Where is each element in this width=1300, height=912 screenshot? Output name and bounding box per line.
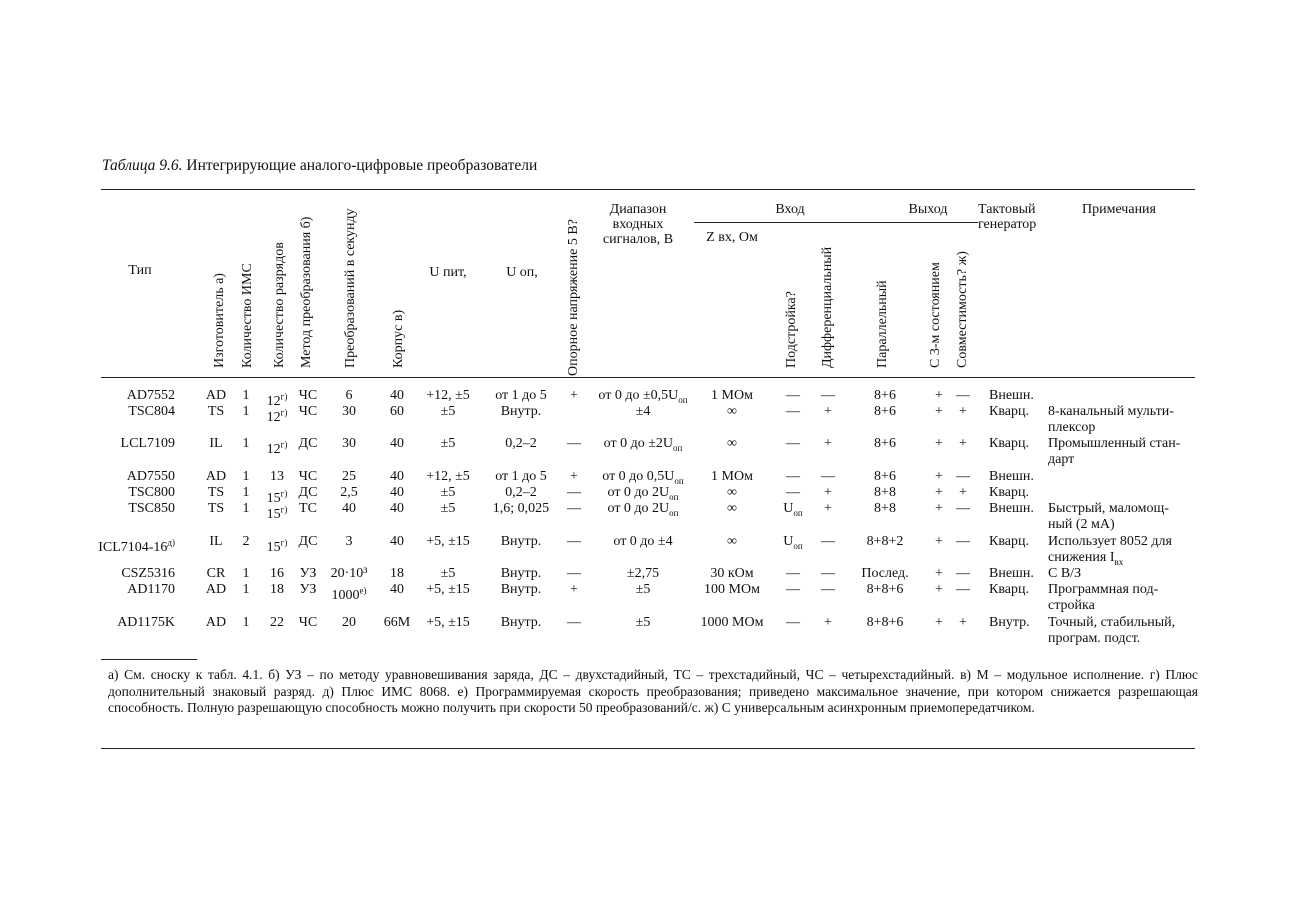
- cell-tri: +: [935, 485, 943, 500]
- cell-tune: $U_{оп}$: [783, 501, 803, 518]
- cell-range: ±5: [635, 615, 651, 630]
- cell-method: ДС: [298, 534, 318, 549]
- cell-upit: ±5: [440, 404, 456, 419]
- cell-zin: ∞: [727, 534, 737, 549]
- cell-uop: от 1 до 5: [495, 388, 547, 403]
- cell-comp: —: [956, 501, 970, 516]
- cell-par: 8+6: [874, 388, 896, 403]
- header-package: Корпус в): [391, 309, 406, 368]
- cell-tri: +: [935, 388, 943, 403]
- cell-method: УЗ: [299, 582, 317, 597]
- cell-n: 1: [242, 582, 250, 597]
- cell-upit: ±5: [440, 566, 456, 581]
- cell-mfr: TS: [207, 404, 225, 419]
- cell-clock: Внешн.: [989, 501, 1034, 516]
- cell-tri: +: [935, 404, 943, 419]
- header-zin: Z вх, Ом: [706, 230, 758, 245]
- cell-zin: 30 кОм: [710, 566, 754, 581]
- cell-clock: Внешн.: [989, 469, 1034, 484]
- cell-bits: $12^{г)}$: [266, 439, 288, 457]
- cell-range: ±5: [635, 582, 651, 597]
- cell-uop: Внутр.: [500, 534, 542, 549]
- cell-type: LCL7109: [120, 436, 175, 451]
- cell-uop: Внутр.: [500, 582, 542, 597]
- cell-diff: +: [824, 404, 832, 419]
- cell-bits: 18: [270, 582, 284, 597]
- header-uop: U оп,: [506, 265, 538, 280]
- cell-rate: 2,5: [340, 485, 358, 500]
- header-output-group: Выход: [908, 202, 948, 217]
- group-rule: [694, 222, 978, 223]
- cell-pkg: 40: [390, 501, 404, 516]
- cell-par: 8+8+6: [866, 582, 904, 597]
- cell-mfr: TS: [207, 501, 225, 516]
- cell-bits: 16: [270, 566, 284, 581]
- cell-zin: 1 МОм: [711, 469, 753, 484]
- cell-rate: 3: [345, 534, 353, 549]
- cell-n: 1: [242, 615, 250, 630]
- header-clock: Тактовый генератор: [978, 202, 1037, 232]
- cell-note: 8-канальный мульти- плексор: [1048, 404, 1174, 435]
- header-type: Тип: [128, 263, 152, 278]
- cell-diff: +: [824, 615, 832, 630]
- cell-mfr: AD: [205, 582, 227, 597]
- cell-ref: —: [567, 615, 581, 630]
- cell-note: С В/З: [1048, 566, 1082, 581]
- header-tune: Подстройка?: [784, 291, 799, 368]
- cell-bits: $15^{г)}$: [266, 504, 288, 522]
- cell-bits: $15^{г)}$: [266, 537, 288, 555]
- cell-pkg: 66M: [383, 615, 411, 630]
- cell-n: 1: [242, 485, 250, 500]
- cell-method: ТС: [299, 501, 317, 516]
- cell-ref: +: [570, 388, 578, 403]
- header-parallel: Параллельный: [875, 280, 890, 368]
- header-bits: Количество разрядов: [272, 242, 287, 368]
- cell-tri: +: [935, 501, 943, 516]
- cell-uop: 0,2–2: [505, 436, 537, 451]
- header-notes: Примечания: [1081, 202, 1156, 217]
- cell-bits: 22: [270, 615, 284, 630]
- cell-diff: +: [824, 485, 832, 500]
- cell-rate: 20: [342, 615, 356, 630]
- cell-zin: 1 МОм: [711, 388, 753, 403]
- header-rate: Преобразований в секунду: [343, 208, 358, 368]
- cell-par: 8+8: [874, 485, 896, 500]
- cell-comp: +: [959, 615, 967, 630]
- cell-method: ЧС: [298, 615, 318, 630]
- cell-type: CSZ5316: [121, 566, 175, 581]
- cell-par: 8+6: [874, 404, 896, 419]
- cell-comp: —: [956, 566, 970, 581]
- cell-ref: +: [570, 582, 578, 597]
- cell-rate: 40: [342, 501, 356, 516]
- cell-par: 8+8: [874, 501, 896, 516]
- cell-method: УЗ: [299, 566, 317, 581]
- cell-type: $ICL7104-16^{д)}$: [98, 537, 175, 555]
- cell-upit: ±5: [440, 485, 456, 500]
- cell-tune: —: [786, 469, 800, 484]
- header-ref5v: Опорное напряжение 5 В?: [566, 219, 581, 376]
- cell-clock: Кварц.: [989, 485, 1029, 500]
- header-manufacturer: Изготовитель а): [212, 273, 227, 368]
- cell-zin: 100 МОм: [704, 582, 760, 597]
- cell-note: Быстрый, маломощ- ный (2 мА): [1048, 501, 1169, 532]
- cell-tune: —: [786, 582, 800, 597]
- header-tristate: С 3-м состоянием: [928, 262, 943, 368]
- cell-ref: —: [567, 501, 581, 516]
- cell-method: ДС: [298, 436, 318, 451]
- cell-tri: +: [935, 566, 943, 581]
- cell-upit: +5, ±15: [426, 582, 470, 597]
- cell-ref: —: [567, 534, 581, 549]
- cell-zin: ∞: [727, 501, 737, 516]
- cell-comp: —: [956, 582, 970, 597]
- cell-pkg: 18: [390, 566, 404, 581]
- cell-zin: ∞: [727, 485, 737, 500]
- cell-rate: 25: [342, 469, 356, 484]
- cell-uop: Внутр.: [500, 615, 542, 630]
- cell-upit: +12, ±5: [426, 469, 470, 484]
- cell-method: ЧС: [298, 404, 318, 419]
- cell-ref: +: [570, 469, 578, 484]
- header-input-group: Вход: [775, 202, 805, 217]
- cell-rate: 6: [345, 388, 353, 403]
- cell-range: от 0 до $\pm 0,5U_{оп}$: [598, 388, 688, 405]
- header-compat: Совместимость? ж): [955, 251, 970, 368]
- cell-clock: Кварц.: [989, 404, 1029, 419]
- cell-tune: —: [786, 404, 800, 419]
- cell-tri: +: [935, 534, 943, 549]
- cell-comp: —: [956, 388, 970, 403]
- cell-upit: +12, ±5: [426, 388, 470, 403]
- cell-pkg: 40: [390, 388, 404, 403]
- footnotes: а) См. сноску к табл. 4.1. б) УЗ – по методу уравновешивания заряда, ДС – двухстадийный, ТС – трехстадийный, ЧС – четырехстадийный. в) М – модульное исполнение. г) Плюс дополнительный знаковый разряд. д) Плюс ИМС 8068. е) Программируемая скорость преобразования; приведено максимальное значение, при котором снижается разрешающая способность. Полную разрешающую способность можно получить при скорости 50 преобразований/с. ж) С универсальным асинхронным приемопередатчиком.: [108, 667, 1198, 715]
- header-ims-count: Количество ИМС: [240, 263, 255, 368]
- cell-mfr: IL: [209, 534, 223, 549]
- header-diff: Дифференциальный: [820, 246, 835, 368]
- cell-zin: 1000 МОм: [700, 615, 764, 630]
- cell-note: Программная под- стройка: [1048, 582, 1159, 613]
- cell-n: 1: [242, 469, 250, 484]
- footnote-rule: [101, 659, 197, 660]
- top-rule: [101, 189, 1195, 190]
- cell-clock: Внешн.: [989, 566, 1034, 581]
- cell-method: ЧС: [298, 469, 318, 484]
- cell-clock: Кварц.: [989, 582, 1029, 597]
- cell-mfr: TS: [207, 485, 225, 500]
- cell-range: от 0 до $\pm 2U_{оп}$: [603, 436, 683, 453]
- cell-upit: ±5: [440, 436, 456, 451]
- cell-pkg: 60: [390, 404, 404, 419]
- cell-diff: +: [824, 501, 832, 516]
- cell-mfr: AD: [205, 615, 227, 630]
- cell-uop: Внутр.: [500, 566, 542, 581]
- cell-range: от 0 до ±4: [613, 534, 673, 549]
- cell-n: 2: [242, 534, 250, 549]
- table-caption: [102, 157, 537, 175]
- cell-range: ±4: [635, 404, 651, 419]
- cell-note: Точный, стабильный, програм. подст.: [1048, 615, 1176, 646]
- cell-ref: —: [567, 436, 581, 451]
- cell-range: от 0 до $2U_{оп}$: [607, 485, 679, 502]
- cell-n: 1: [242, 404, 250, 419]
- cell-mfr: AD: [205, 469, 227, 484]
- cell-uop: 1,6; 0,025: [492, 501, 550, 516]
- cell-tri: +: [935, 615, 943, 630]
- cell-method: ЧС: [298, 388, 318, 403]
- cell-note: Использует 8052 для снижения $I_{вх}$: [1048, 534, 1172, 567]
- bottom-rule: [101, 748, 1195, 749]
- cell-range: ±2,75: [626, 566, 660, 581]
- cell-rate: 30: [342, 404, 356, 419]
- cell-mfr: AD: [205, 388, 227, 403]
- cell-type: AD7552: [126, 388, 175, 403]
- cell-bits: $12^{г)}$: [266, 407, 288, 425]
- cell-n: 1: [242, 388, 250, 403]
- cell-tune: —: [786, 436, 800, 451]
- cell-pkg: 40: [390, 436, 404, 451]
- cell-n: 1: [242, 566, 250, 581]
- cell-comp: +: [959, 485, 967, 500]
- cell-clock: Внешн.: [989, 388, 1034, 403]
- cell-range: от 0 до $0,5U_{оп}$: [602, 469, 684, 486]
- cell-clock: Внутр.: [989, 615, 1030, 630]
- cell-zin: ∞: [727, 404, 737, 419]
- cell-bits: $15^{г)}$: [266, 488, 288, 506]
- cell-type: AD7550: [126, 469, 175, 484]
- cell-rate: $1000^{е)}$: [331, 585, 367, 603]
- cell-comp: +: [959, 436, 967, 451]
- cell-tune: —: [786, 615, 800, 630]
- cell-mfr: IL: [209, 436, 223, 451]
- cell-par: 8+6: [874, 436, 896, 451]
- cell-diff: +: [824, 436, 832, 451]
- cell-tri: +: [935, 436, 943, 451]
- cell-note: Промышленный стан- дарт: [1048, 436, 1181, 467]
- header-upit: U пит,: [429, 265, 467, 280]
- cell-uop: Внутр.: [500, 404, 542, 419]
- cell-par: Послед.: [861, 566, 909, 581]
- cell-tune: —: [786, 388, 800, 403]
- table-title: Интегрирующие аналого-цифровые преобразователи: [186, 157, 538, 174]
- cell-tune: —: [786, 485, 800, 500]
- header-range: Диапазон входных сигналов, В: [602, 202, 674, 247]
- cell-zin: ∞: [727, 436, 737, 451]
- cell-mfr: CR: [206, 566, 226, 581]
- header-bottom-rule: [101, 377, 1195, 378]
- table-label: Таблица 9.6.: [102, 157, 183, 174]
- cell-n: 1: [242, 436, 250, 451]
- cell-par: 8+6: [874, 469, 896, 484]
- cell-pkg: 40: [390, 485, 404, 500]
- cell-diff: —: [821, 388, 835, 403]
- cell-tri: +: [935, 469, 943, 484]
- cell-par: 8+8+2: [866, 534, 904, 549]
- cell-clock: Кварц.: [989, 436, 1029, 451]
- cell-ref: —: [567, 566, 581, 581]
- cell-pkg: 40: [390, 582, 404, 597]
- cell-type: AD1175K: [117, 615, 175, 630]
- cell-uop: от 1 до 5: [495, 469, 547, 484]
- cell-rate: 30: [342, 436, 356, 451]
- cell-comp: —: [956, 534, 970, 549]
- cell-pkg: 40: [390, 469, 404, 484]
- cell-upit: +5, ±15: [426, 534, 470, 549]
- cell-type: TSC800: [128, 485, 175, 500]
- cell-upit: ±5: [440, 501, 456, 516]
- cell-type: TSC804: [128, 404, 175, 419]
- cell-diff: —: [821, 534, 835, 549]
- header-method: Метод преобразования б): [299, 216, 314, 368]
- cell-method: ДС: [298, 485, 318, 500]
- cell-pkg: 40: [390, 534, 404, 549]
- cell-range: от 0 до $2U_{оп}$: [607, 501, 679, 518]
- cell-type: TSC850: [128, 501, 175, 516]
- cell-clock: Кварц.: [989, 534, 1029, 549]
- cell-tune: —: [786, 566, 800, 581]
- cell-rate: 20·10³: [330, 566, 368, 581]
- cell-diff: —: [821, 566, 835, 581]
- cell-tune: $U_{оп}$: [783, 534, 803, 551]
- cell-bits: 13: [270, 469, 284, 484]
- cell-ref: —: [567, 485, 581, 500]
- cell-tri: +: [935, 582, 943, 597]
- cell-par: 8+8+6: [866, 615, 904, 630]
- cell-comp: —: [956, 469, 970, 484]
- cell-diff: —: [821, 582, 835, 597]
- cell-bits: $12^{г)}$: [266, 391, 288, 409]
- cell-upit: +5, ±15: [426, 615, 470, 630]
- cell-comp: +: [959, 404, 967, 419]
- cell-uop: 0,2–2: [505, 485, 537, 500]
- cell-type: AD1170: [127, 582, 175, 597]
- cell-diff: —: [821, 469, 835, 484]
- cell-n: 1: [242, 501, 250, 516]
